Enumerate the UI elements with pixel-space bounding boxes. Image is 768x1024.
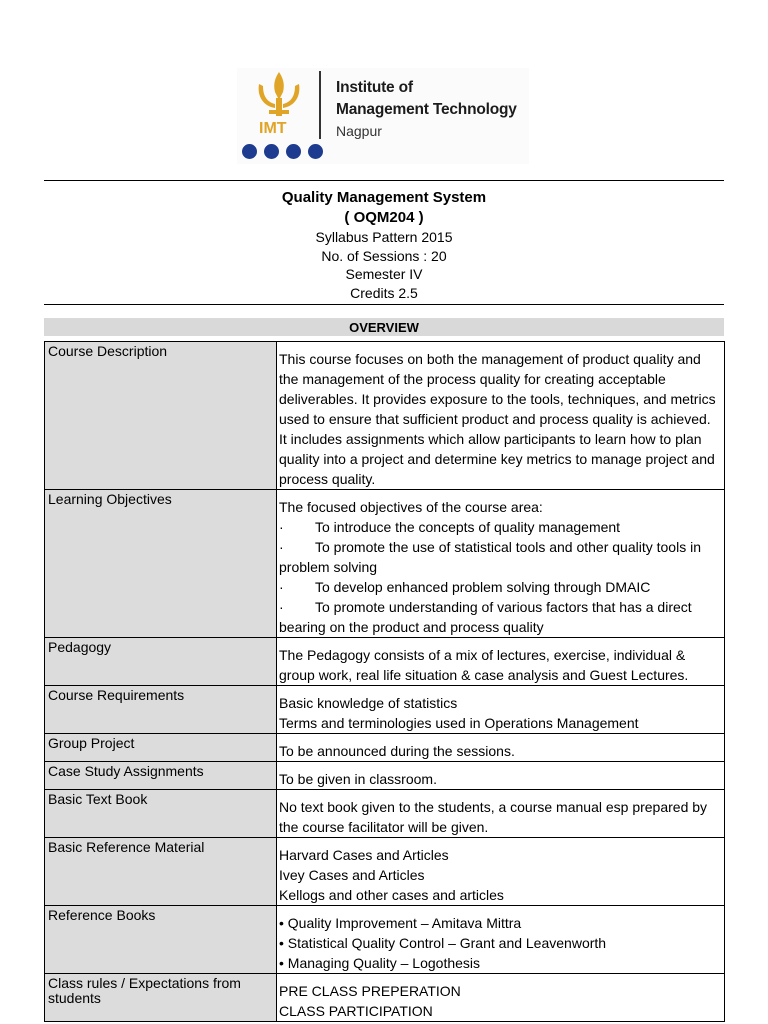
value-line: • Managing Quality – Logothesis	[279, 955, 481, 971]
row-value	[277, 906, 725, 974]
value-line: group work, real life situation & case analysis and Guest Lectures.	[279, 667, 689, 683]
value-line: Basic knowledge of statistics	[279, 695, 458, 711]
value-line: No text book given to the students, a course manual esp prepared by	[279, 799, 708, 815]
objective-item	[279, 597, 722, 617]
overview-heading: OVERVIEW	[44, 318, 724, 336]
value-line: Kellogs and other cases and articles	[279, 887, 504, 903]
syllabus-table	[44, 341, 725, 1022]
value-line: deliverables. It provides exposure to the tools, techniques, and metrics	[279, 391, 716, 407]
course-header	[44, 188, 724, 302]
value-line: Harvard Cases and Articles	[279, 847, 449, 863]
top-rule	[44, 180, 724, 181]
value-line: To be given in classroom.	[279, 771, 437, 787]
credits: Credits 2.5	[350, 284, 418, 301]
row-label: Course Description	[45, 342, 277, 490]
row-label: Basic Text Book	[45, 790, 277, 838]
objective-text: To introduce the concepts of quality management	[315, 519, 621, 535]
objective-item	[279, 537, 722, 557]
objective-text: To promote understanding of various factors that has a direct	[315, 599, 692, 615]
objective-text: To promote the use of statistical tools and other quality tools in	[315, 539, 701, 555]
value-line: Ivey Cases and Articles	[279, 867, 425, 883]
row-value	[277, 974, 725, 1022]
value-line: To be announced during the sessions.	[279, 743, 515, 759]
logo-dot	[308, 144, 323, 159]
row-label: Case Study Assignments	[45, 762, 277, 790]
logo-dot	[242, 144, 257, 159]
row-label: Group Project	[45, 734, 277, 762]
session-count: No. of Sessions : 20	[321, 247, 447, 264]
table-row	[45, 734, 725, 762]
row-label: Class rules / Expectations from students	[45, 974, 277, 1022]
objective-item	[279, 617, 722, 637]
semester: Semester IV	[345, 266, 423, 282]
logo-divider	[319, 71, 321, 139]
row-value	[277, 838, 725, 906]
value-line: • Quality Improvement – Amitava Mittra	[279, 915, 522, 931]
bullet-icon: ·	[279, 599, 284, 615]
objective-item	[279, 557, 722, 577]
table-row	[45, 762, 725, 790]
table-row	[45, 342, 725, 490]
row-label: Reference Books	[45, 906, 277, 974]
value-line: The Pedagogy consists of a mix of lectures, exercise, individual &	[279, 647, 686, 663]
bullet-icon: ·	[279, 519, 284, 535]
table-row	[45, 638, 725, 686]
row-value	[277, 734, 725, 762]
table-row	[45, 974, 725, 1022]
value-line: CLASS PARTICIPATION	[279, 1003, 433, 1019]
institute-logo	[237, 68, 529, 164]
value-line: Terms and terminologies used in Operations Management	[279, 715, 639, 731]
row-value	[277, 342, 725, 490]
objective-item	[279, 577, 722, 597]
value-line: the management of the process quality for creating acceptable	[279, 371, 666, 387]
table-row	[45, 906, 725, 974]
value-line: the course facilitator will be given.	[279, 819, 489, 835]
bullet-icon: ·	[279, 539, 284, 555]
value-line: It includes assignments which allow participants to learn how to plan	[279, 431, 702, 447]
logo-institute-of: Institute of	[336, 79, 413, 96]
row-label: Learning Objectives	[45, 490, 277, 638]
row-value	[277, 790, 725, 838]
objective-item	[279, 517, 722, 537]
row-label: Course Requirements	[45, 686, 277, 734]
value-line: process quality.	[279, 471, 376, 487]
value-line: quality into a project and determine key metrics to manage project and	[279, 451, 715, 467]
value-line: • Statistical Quality Control – Grant and Leavenworth	[279, 935, 607, 951]
row-label: Pedagogy	[45, 638, 277, 686]
row-value	[277, 686, 725, 734]
row-value	[277, 638, 725, 686]
objective-text: problem solving	[279, 559, 378, 575]
row-value	[277, 490, 725, 638]
logo-management-technology: Management Technology	[336, 101, 517, 118]
table-row	[45, 686, 725, 734]
course-title: Quality Management System	[281, 189, 487, 206]
course-code: ( OQM204 )	[344, 209, 424, 226]
value-line: used to ensure that sufficient product and process quality is achieved.	[279, 411, 711, 427]
logo-city: Nagpur	[336, 123, 382, 139]
row-label: Basic Reference Material	[45, 838, 277, 906]
imt-text: IMT	[259, 120, 287, 136]
table-row	[45, 838, 725, 906]
imt-text-mark	[257, 118, 303, 136]
row-value	[277, 762, 725, 790]
header-rule	[44, 304, 724, 305]
objectives-intro: The focused objectives of the course area:	[279, 499, 543, 515]
value-line: This course focuses on both the management of product quality and	[279, 351, 701, 367]
logo-dot	[286, 144, 301, 159]
table-row	[45, 490, 725, 638]
value-line: PRE CLASS PREPERATION	[279, 983, 461, 999]
logo-dot	[264, 144, 279, 159]
objective-text: To develop enhanced problem solving through DMAIC	[315, 579, 651, 595]
bullet-icon: ·	[279, 579, 284, 595]
objective-text: bearing on the product and process quality	[279, 619, 544, 635]
table-row	[45, 790, 725, 838]
syllabus-pattern: Syllabus Pattern 2015	[315, 229, 453, 245]
